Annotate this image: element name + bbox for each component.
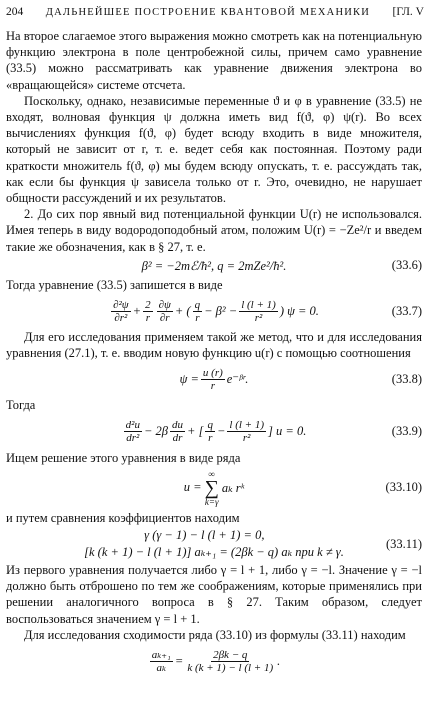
fraction-q-over-r [205, 419, 215, 444]
op-minus-beta: − β² − [204, 303, 238, 318]
paragraph-3: 2. До сих пор явный вид потенциальной функции U(r) не использовался. Имея теперь в виду водородоподобный атом, положим U(r) = −Ze²/r и введем такие же обозначения, как в § 27, т. е. [6, 207, 422, 254]
equation-tail: ) ψ = 0. [279, 303, 319, 318]
frac-den: k (k + 1) − l (l + 1) [187, 661, 274, 674]
frac-num: 2βk − q [213, 648, 248, 661]
equation-ratio [6, 643, 422, 679]
fraction-2-over-r [143, 299, 153, 324]
paragraph-8: и путем сравнения коэффициентов находим [6, 510, 240, 525]
page-body [6, 28, 422, 679]
fraction-q-over-r [193, 299, 203, 324]
running-title: ДАЛЬНЕЙШЕЕ ПОСТРОЕНИЕ КВАНТОВОЙ МЕХАНИКИ [45, 6, 370, 18]
fraction-d2u [124, 419, 142, 444]
fraction-d2psi [111, 299, 131, 324]
frac-den: r² [254, 311, 263, 324]
equation-33-9 [6, 414, 422, 450]
paragraph-10: Для исследования сходимости ряда (33.10) из формулы (33.11) находим [24, 627, 406, 642]
paragraph-5: Для его исследования применяем такой же метод, что и для исследования уравнения (27.1), т. е. вводим новую функцию u(r) с помощью соотношения [6, 330, 422, 361]
paragraph-2: Поскольку, однако, независимые переменные ϑ и φ в уравнение (33.5) не входят, волновая функция ψ должна иметь вид f(ϑ, φ) ψ(r). Во всех вычислениях функция f(ϑ, φ) будет всюду входить в виде множителя, который не зависит от r, т. е. ведет себя как постоянная. Поэтому ради краткости множитель f(ϑ, φ) мы будем всюду опускать, т. е. рассуждать так, как если бы функция ψ зависела только от r. Это, очевидно, не нарушает общности рассуждений и их результатов. [6, 93, 422, 206]
op-minus: − [216, 424, 226, 439]
equation-tail: ] u = 0. [268, 424, 307, 439]
equation-lhs: ψ = [179, 371, 199, 386]
sum-lower-limit: k=γ [204, 496, 219, 507]
equation-number-33-6: (33.6) [391, 258, 422, 273]
fraction-ratio-rhs [185, 649, 275, 674]
fraction-ll [227, 419, 266, 444]
op-open-bracket: + [ [187, 424, 204, 439]
equation-lhs: u = [183, 480, 202, 495]
system-line-1: γ (γ − 1) − l (l + 1) = 0, [144, 528, 265, 543]
equation-33-7 [6, 293, 422, 329]
equation-33-11 [6, 526, 422, 562]
op-open-paren: + ( [174, 303, 191, 318]
frac-den: dr [172, 432, 183, 445]
paragraph-1: На второе слагаемое этого выражения можно смотреть как на потенциальную функцию электрона в поле центробежной силы, причем само уравнение (33.5) можно рассматривать как уравнение движения электрона во «вращающейся» системе отсчета. [6, 29, 422, 92]
frac-den: r [195, 311, 200, 324]
equation-33-8 [6, 361, 422, 397]
op-equals: = [174, 653, 184, 668]
frac-den: r [208, 432, 213, 445]
sum-term: aₖ rᵏ [221, 480, 245, 495]
paragraph-7: Ищем решение этого уравнения в виде ряда [6, 450, 241, 465]
frac-num: du [172, 419, 184, 432]
frac-num: 2 [145, 298, 151, 311]
fraction-du [170, 419, 185, 444]
fraction-ll [239, 299, 278, 324]
sum-upper-limit: ∞ [208, 468, 215, 479]
equation-number-33-11: (33.11) [386, 536, 422, 551]
frac-num: ∂²ψ [113, 298, 129, 311]
equation-tail: . [277, 653, 281, 668]
frac-den: r [210, 379, 215, 392]
sum-operator [205, 469, 219, 507]
frac-num: l (l + 1) [229, 419, 265, 432]
running-header [6, 4, 424, 20]
paragraph-9: Из первого уравнения получается либо γ = l + 1, либо γ = −l. Значение γ = −l должно быть отброшено по тем же соображениям, которые применялись при решении аналогичного вопроса в § 27. Таким образом, следует воспользоваться значением γ = l + 1. [6, 563, 422, 626]
equation-number-33-10: (33.10) [385, 480, 422, 495]
equation-number-33-7: (33.7) [391, 303, 422, 318]
op-two-beta: − 2β [143, 424, 169, 439]
frac-num: l (l + 1) [241, 298, 276, 311]
fraction-u-over-r [201, 367, 225, 392]
equation-33-6 [6, 255, 422, 277]
system-line-2: [k (k + 1) − l (l + 1)] aₖ₊₁ = (2βk − q) aₖ при k ≠ γ. [84, 545, 344, 560]
frac-den: aₖ [156, 661, 167, 674]
frac-den: r [145, 311, 150, 324]
paragraph-6: Тогда [6, 398, 36, 413]
equation-number-33-9: (33.9) [391, 424, 422, 439]
frac-den: ∂r² [114, 311, 128, 324]
frac-num: ∂ψ [158, 298, 171, 311]
chapter-label: [ГЛ. V [392, 6, 424, 18]
fraction-dpsi [157, 299, 173, 324]
equation-number-33-8: (33.8) [391, 371, 422, 386]
fraction-ak-ratio [150, 649, 173, 674]
frac-num: aₖ₊₁ [151, 648, 171, 661]
frac-den: r² [242, 432, 251, 445]
equation-33-6-body: β² = −2mℰ/ħ², q = 2mZe²/ħ². [141, 258, 287, 273]
equation-system [84, 527, 344, 561]
frac-num: q [194, 298, 201, 311]
sigma-icon: ∑ [204, 476, 219, 499]
frac-num: d²u [125, 419, 140, 432]
equation-33-10 [6, 466, 422, 510]
page-number: 204 [6, 6, 24, 18]
frac-den: ∂r [159, 311, 170, 324]
equation-exponential: e⁻ᵝʳ. [226, 372, 249, 387]
frac-num: u (r) [202, 366, 223, 379]
frac-num: q [207, 419, 213, 432]
paragraph-4: Тогда уравнение (33.5) запишется в виде [6, 277, 223, 292]
op-plus: + [132, 303, 142, 318]
frac-den: dr² [126, 432, 140, 445]
